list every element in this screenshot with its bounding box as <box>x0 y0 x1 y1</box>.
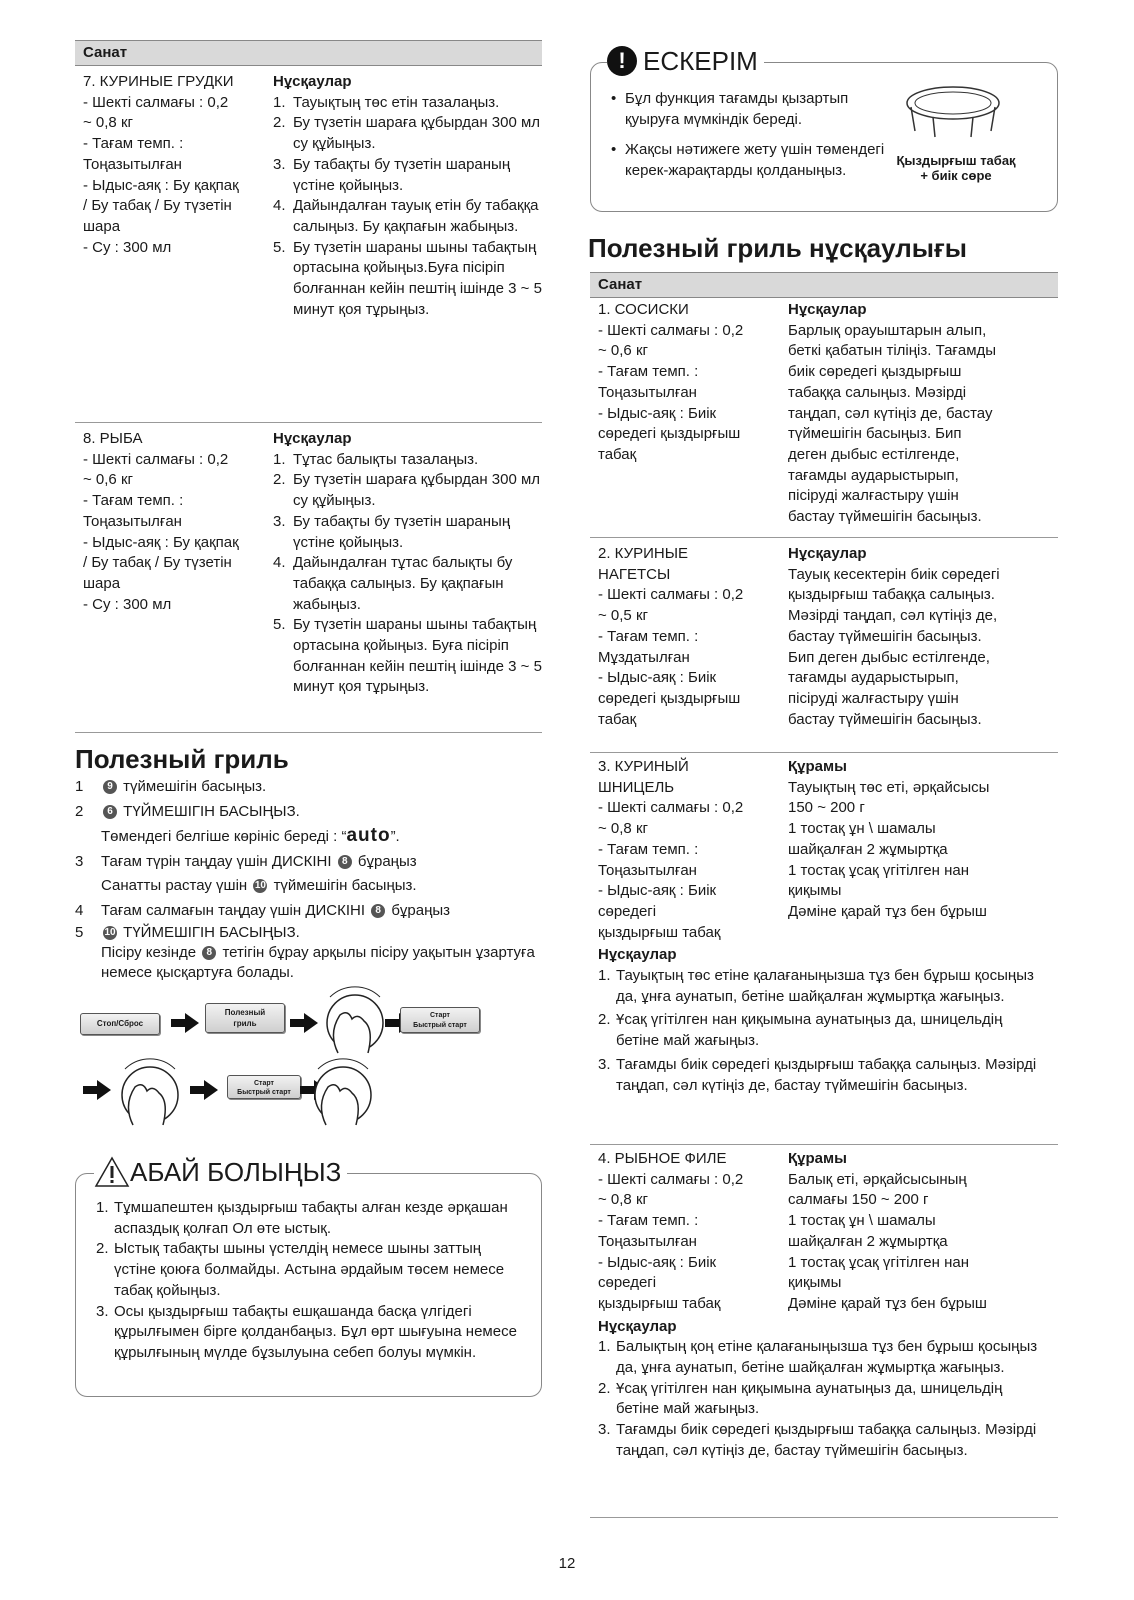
table-header: Санат <box>590 272 1058 298</box>
list-item: 4. Дайындалған тауық етін бу табаққа салыңыз. Бу қақпағын жабыңыз. <box>273 197 539 235</box>
list-item: 5. Бу түзетін шараны шыны табақтың ортасына қойыңыз.Буға пісіріп болғаннан кейін пештің ішінде 3 ~ 5 минут қоя тұрыңыз. <box>273 238 542 318</box>
auto-display: auto <box>346 825 391 846</box>
param-line: Тоңазытылған <box>83 512 182 530</box>
instructions-cell <box>273 429 542 720</box>
row-top <box>590 1149 1058 1315</box>
warning-triangle-icon <box>94 1156 130 1188</box>
list-item: 2. Ыстық табақты шыны үстелдің немесе шыны заттың үстіне қоюға болмайды. Астына әрдайым төсем немесе табақ қойыңыз. <box>96 1240 505 1299</box>
category-cell: 4. РЫБНОЕ ФИЛЕ - Шекті салмағы : 0,2 ~ 0,8 кг - Тағам темп. : Тоңазытылған - Ыдыс-аяқ : Биік сөредегі қыздырғыш табақ <box>598 1150 744 1312</box>
dial-8-icon: 8 <box>338 855 352 869</box>
note-title-row <box>607 45 764 77</box>
caution-box <box>75 1157 542 1397</box>
dial-hand-icon <box>115 1055 185 1135</box>
list-item: 3. Осы қыздырғыш табақты ешқашанда басқа үлгідегі құрылғымен бірге қолданбаңыз. Бұл өрт шығуына немесе құрылғының мүлде бұзылуына себеп болуы мүмкін. <box>96 1302 517 1361</box>
steps-list <box>273 93 542 321</box>
param-line: - Шекті салмағы : 0,2 <box>83 450 229 468</box>
dial-8-icon: 8 <box>371 904 385 918</box>
list-item: • Бұл функция тағамды қызартып қуыруға мүмкіндік береді. <box>611 90 849 128</box>
section-title: Полезный гриль <box>75 744 289 774</box>
tray-caption: Қыздырғыш табақ + биік сөре <box>896 153 1016 183</box>
param-line: / Бу табақ / Бу түзетін <box>83 554 232 572</box>
step: 2 6 ТҮЙМЕШІГІН БАСЫҢЫЗ. <box>75 802 300 820</box>
arrow-right-icon <box>83 1080 111 1100</box>
list-item: 1. Тұтас балықты тазалаңыз. <box>273 450 479 468</box>
dial-hand-icon <box>320 983 390 1063</box>
step: 3 Тағам түрін таңдау үшін ДИСКІНІ 8 бұраңыз <box>75 852 417 870</box>
param-line: - Су : 300 мл <box>83 595 172 613</box>
button-10-icon: 10 <box>254 880 266 892</box>
table-row <box>590 753 1058 1145</box>
button-10-icon: 10 <box>104 927 116 939</box>
row-top <box>590 757 1058 943</box>
param-line: - Ыдыс-аяқ : Бу қақпақ <box>83 176 239 194</box>
category-name: 7. КУРИНЫЕ ГРУДКИ <box>83 73 234 90</box>
param-line: шара <box>83 217 121 235</box>
button-6-icon: 6 <box>103 805 117 819</box>
category-cell: 2. КУРИНЫЕ НАГЕТСЫ - Шекті салмағы : 0,2 ~ 0,5 кг - Тағам темп. : Мұздатылған - Ыдыс-аяқ : Биік сөредегі қыздырғыш табақ <box>598 545 744 728</box>
step: Санатты растау үшін 10 түймешігін басыңыз. <box>101 877 417 894</box>
list-item: • Жақсы нәтижеге жету үшін төмендегі керек-жарақтарды қолданыңыз. <box>611 141 885 180</box>
list-item: 2. Ұсақ үгітілген нан қиқымына аунатыңыз да, шницельдің бетіне май жағыңыз. <box>598 1379 1003 1418</box>
right-column <box>588 46 1058 1518</box>
instructions-block: Нұсқаулар 1. Балықтың қоң етіне қалағаныңызша тұз бен бұрыш қосыңыз да, ұнға аунатып, бетіне шайқалған жұмыртқа жағыңыз. 2. Ұсақ үгітілген нан қиқымына аунатыңыз да, шницельдің бетіне май жағыңыз. 3. Тағамды биік сөредегі қыздырғыш табаққа салыңыз. Мәзірді таңдап, сәл күтіңіз де, бастау түймешігін басыңыз. <box>590 1317 1058 1462</box>
list-item: 3. Тағамды биік сөредегі қыздырғыш табаққа салыңыз. Мәзірді таңдап, сәл күтіңіз де, бастау түймешігін басыңыз. <box>598 1421 1037 1459</box>
list-item: 2. Ұсақ үгітілген нан қиқымына аунатыңыз да, шницельдің бетіне май жағыңыз. <box>598 1011 1003 1050</box>
step: Пісіру кезінде 8 тетігін бұрау арқылы пісіру уақытын ұзартуға немесе қысқартуға болады. <box>101 944 535 981</box>
dial-hand-icon <box>308 1055 378 1135</box>
instructions-title: Нұсқаулар <box>273 73 352 90</box>
list-item: 1. Тұмшапештен қыздырғыш табақты алған кезде әрқашан аспаздық қолғап Ол өте ыстық. <box>96 1199 508 1237</box>
step: 4 Тағам салмағын таңдау үшін ДИСКІНІ 8 бұраңыз <box>75 901 451 919</box>
ingredients-cell: Құрамы Тауықтың төс еті, әрқайсысы 150 ~ 200 г 1 тостақ ұн \ шамалы шайқалған 2 жұмыртқа 1 тостақ ұсақ үгітілген нан қиқымы Дәміне қарай тұз бен бұрыш <box>788 758 990 920</box>
list-item: 3. Бу табақты бу түзетін шараның үстіне қойыңыз. <box>273 155 511 194</box>
section-title: Полезный гриль нұсқаулығы <box>588 233 967 263</box>
table-row <box>590 1145 1058 1518</box>
start-button-image: Старт Быстрый старт <box>227 1075 301 1099</box>
exclamation-icon: ! <box>607 46 637 76</box>
category-cell: 3. КУРИНЫЙ ШНИЦЕЛЬ - Шекті салмағы : 0,2 ~ 0,8 кг - Тағам темп. : Тоңазытылған - Ыдыс-аяқ : Биік сөредегі қыздырғыш табақ <box>598 758 744 941</box>
table-row <box>75 423 542 733</box>
table-row <box>590 298 1058 538</box>
note-title: ЕСКЕРІМ <box>643 46 758 76</box>
param-line: - Ыдыс-аяқ : Бу қақпақ <box>83 533 239 551</box>
param-line: ~ 0,8 кг <box>83 114 133 132</box>
list-item: 1. Тауықтың төс етіне қалағаныңызша тұз бен бұрыш қосыңыз да, ұнға аунатып, бетіне шайқалған жұмыртқа жағыңыз. <box>598 967 1034 1005</box>
category-cell <box>75 72 273 410</box>
arrow-right-icon <box>171 1013 199 1033</box>
arrow-right-icon <box>290 1013 318 1033</box>
stop-button-image: Стоп/Сброс <box>80 1013 160 1035</box>
list-item: 4. Дайындалған тұтас балықты бу табаққа салыңыз. Бу қақпағын жабыңыз. <box>273 554 513 613</box>
arrow-right-icon <box>190 1080 218 1100</box>
note-list <box>611 89 886 182</box>
grill-tray-icon <box>903 81 1003 141</box>
table-header: Санат <box>75 40 542 66</box>
caution-title-row <box>94 1156 347 1188</box>
caution-list <box>76 1174 541 1364</box>
instructions-cell: Нұсқаулар Тауық кесектерін биік сөредегі қыздырғыш табаққа салыңыз. Мәзірді таңдап, сәл күтіңіз де, бастау түймешігін басыңыз. Бип деген дыбыс естілгенде, тағамды аударыстырып, пісіруді жалғастыру үшін бастау түймешігін басыңыз. <box>788 545 1000 728</box>
page-number: 12 <box>558 1555 576 1572</box>
control-diagram <box>75 995 542 1145</box>
instructions-block: Нұсқаулар 1. Тауықтың төс етіне қалағаныңызша тұз бен бұрыш қосыңыз да, ұнға аунатып, бетіне шайқалған жұмыртқа жағыңыз. 2. Ұсақ үгітілген нан қиқымына аунатыңыз да, шницельдің бетіне май жағыңыз. 3. Тағамды биік сөредегі қыздырғыш табаққа салыңыз. Мәзірді таңдап, сәл күтіңіз де, бастау түймешігін басыңыз. <box>590 945 1058 1096</box>
start-button-image: Старт Быстрый старт <box>400 1007 480 1033</box>
list-item: 1. Тауықтың төс етін тазалаңыз. <box>273 93 500 111</box>
list-item: 2. Бу түзетін шараға құбырдан 300 мл су құйыңыз. <box>273 114 541 153</box>
grill-steps <box>75 775 542 983</box>
button-9-icon: 9 <box>103 780 117 794</box>
step: 5 10 ТҮЙМЕШІГІН БАСЫҢЫЗ. <box>75 924 300 941</box>
category-cell: 1. СОСИСКИ - Шекті салмағы : 0,2 ~ 0,6 кг - Тағам темп. : Тоңазытылған - Ыдыс-аяқ : Биік сөредегі қыздырғыш табақ <box>598 301 744 463</box>
param-line: шара <box>83 574 121 592</box>
category-name: 8. РЫБА <box>83 430 143 447</box>
param-line: - Тағам темп. : <box>83 492 184 510</box>
list-item: 3. Бу табақты бу түзетін шараның үстіне қойыңыз. <box>273 512 511 551</box>
caution-title: АБАЙ БОЛЫҢЫЗ <box>130 1157 342 1187</box>
instructions-cell <box>273 72 542 410</box>
step: 1 9 түймешігін басыңыз. <box>75 778 267 795</box>
table-row <box>75 66 542 423</box>
grill-button-image: Полезный гриль <box>205 1003 285 1033</box>
list-item: 1. Балықтың қоң етіне қалағаныңызша тұз бен бұрыш қосыңыз да, ұнға аунатып, бетіне шайқалған жұмыртқа жағыңыз. <box>598 1338 1038 1377</box>
table-row <box>590 538 1058 753</box>
step: Төмендегі белгіше көрініс береді : “auto”. <box>101 825 400 846</box>
category-cell <box>75 429 273 720</box>
param-line: Тоңазытылған <box>83 155 182 173</box>
list-item: 3. Тағамды биік сөредегі қыздырғыш табаққа салыңыз. Мәзірді таңдап, сәл күтіңіз де, бастау түймешігін басыңыз. <box>598 1055 1037 1094</box>
list-item: 2. Бу түзетін шараға құбырдан 300 мл су құйыңыз. <box>273 471 541 510</box>
ingredients-cell: Құрамы Балық еті, әрқайсысының салмағы 150 ~ 200 г 1 тостақ ұн \ шамалы шайқалған 2 жұмыртқа 1 тостақ ұсақ үгітілген нан қиқымы Дәміне қарай тұз бен бұрыш <box>788 1150 987 1312</box>
instructions-cell: Нұсқаулар Барлық орауыштарын алып, беткі қабатын тіліңіз. Тағамды биік сөредегі қыздырғыш табаққа салыңыз. Мәзірді таңдап, сәл күтіңіз де, бастау түймешігін басыңыз. Бип деген дыбыс естілгенде, тағамды аударыстырып, пісіруді жалғастыру үшін бастау түймешігін басыңыз. <box>788 301 997 526</box>
param-line: - Шекті салмағы : 0,2 <box>83 93 229 111</box>
note-box <box>590 46 1058 212</box>
param-line: / Бу табақ / Бу түзетін <box>83 197 232 215</box>
list-item: 5. Бу түзетін шараны шыны табақтың ортасына қойыңыз. Буға пісіріп болғаннан кейін пештің ішінде 3 ~ 5 минут қоя тұрыңыз. <box>273 616 542 696</box>
param-line: ~ 0,6 кг <box>83 471 133 489</box>
param-line: - Су : 300 мл <box>83 238 172 256</box>
param-line: - Тағам темп. : <box>83 135 184 153</box>
steps-list <box>273 450 542 698</box>
dial-8-icon: 8 <box>202 946 216 960</box>
instructions-title: Нұсқаулар <box>273 430 352 447</box>
left-column <box>75 40 542 1397</box>
